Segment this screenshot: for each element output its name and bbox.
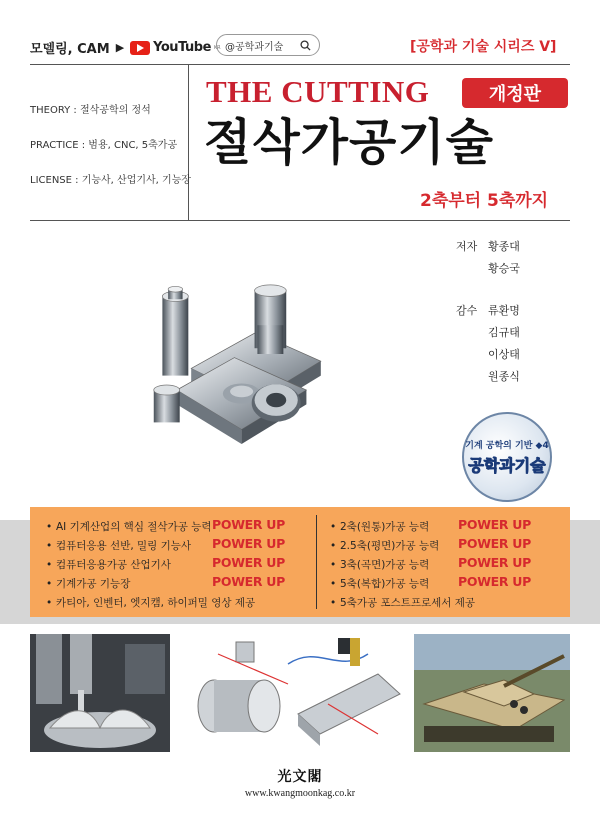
subtitle: 2축부터 5축까지 xyxy=(420,191,549,211)
power-up-label: POWER UP xyxy=(458,536,532,551)
publisher-url: www.kwangmoonkag.co.kr xyxy=(244,788,356,799)
feature-item: • AI 기계산업의 핵심 절삭가공 능력 xyxy=(46,520,212,533)
features-right-column xyxy=(330,517,475,612)
feature-summary-list xyxy=(30,102,191,207)
series-emblem xyxy=(462,412,552,502)
power-up-label: POWER UP xyxy=(212,555,286,570)
author-name: 황승국 xyxy=(488,262,520,275)
author-name: 황종대 xyxy=(488,240,520,253)
power-up-label: POWER UP xyxy=(212,517,286,532)
practice-line: PRACTICE : 범용, CNC, 5축가공 xyxy=(30,140,178,151)
machined-parts-photo xyxy=(148,250,364,494)
revised-edition-badge: 개정판 xyxy=(462,78,568,108)
features-box xyxy=(30,507,570,617)
supervisor-name: 류환명 xyxy=(488,304,520,317)
youtube-logo xyxy=(130,40,221,55)
search-icon xyxy=(300,40,311,51)
feature-item: • 5축(복합)가공 능력 xyxy=(330,577,430,590)
youtube-sup: KR xyxy=(213,44,221,51)
search-box xyxy=(213,34,320,56)
main-title: 절삭가공기술 xyxy=(204,114,495,171)
feature-item: • 카티아, 인벤터, 엣지캠, 하이퍼밀 영상 제공 xyxy=(46,596,256,609)
authors-block xyxy=(456,238,538,390)
supervisor-name: 이상태 xyxy=(488,348,520,361)
search-text: @공학과기술 xyxy=(225,41,284,53)
power-up-label: POWER UP xyxy=(458,555,532,570)
emblem-top-text: 기계 공학의 기반 ◆4 xyxy=(465,441,549,451)
english-title: THE CUTTING xyxy=(206,74,430,109)
supervisor-name: 김규태 xyxy=(488,326,520,339)
emblem-main-text: 공학과기술 xyxy=(468,456,546,475)
channel-bar xyxy=(30,38,221,57)
tank-model-photo xyxy=(414,634,570,752)
youtube-play-icon xyxy=(130,41,150,55)
features-divider xyxy=(316,515,317,609)
series-label: [공학과 기술 시리즈 V] xyxy=(410,39,557,55)
youtube-text: YouTube xyxy=(153,40,211,55)
feature-item: • 기계가공 기능장 xyxy=(46,577,131,590)
power-up-label: POWER UP xyxy=(458,574,532,589)
publisher-block xyxy=(0,766,600,799)
channel-label: 모델링, CAM xyxy=(30,42,110,57)
supervisor-name: 원종식 xyxy=(488,370,520,383)
feature-item: • 2.5축(평면)가공 능력 xyxy=(330,539,440,552)
feature-item: • 2축(원통)가공 능력 xyxy=(330,520,430,533)
play-arrow-icon: ▶ xyxy=(115,41,125,54)
power-up-label: POWER UP xyxy=(212,536,286,551)
header-divider xyxy=(30,64,570,65)
power-up-label: POWER UP xyxy=(458,517,532,532)
title-divider xyxy=(30,220,570,221)
license-line: LICENSE : 기능사, 산업기사, 기능장 xyxy=(30,175,192,186)
feature-item: • 5축가공 포스트프로세서 제공 xyxy=(330,596,476,609)
feature-item: • 컴퓨터응용가공 산업기사 xyxy=(46,558,171,571)
cutting-geometry-diagram xyxy=(178,634,408,752)
feature-item: • 3축(곡면)가공 능력 xyxy=(330,558,430,571)
power-up-label: POWER UP xyxy=(212,574,286,589)
impeller-machining-photo xyxy=(30,634,170,752)
author-label: 저자 xyxy=(456,240,478,253)
feature-item: • 컴퓨터응용 선반, 밀링 기능사 xyxy=(46,539,192,552)
theory-line: THEORY : 절삭공학의 정석 xyxy=(30,105,151,116)
supervisor-label: 감수 xyxy=(456,304,478,317)
publisher-name: 光文閣 xyxy=(277,770,323,785)
